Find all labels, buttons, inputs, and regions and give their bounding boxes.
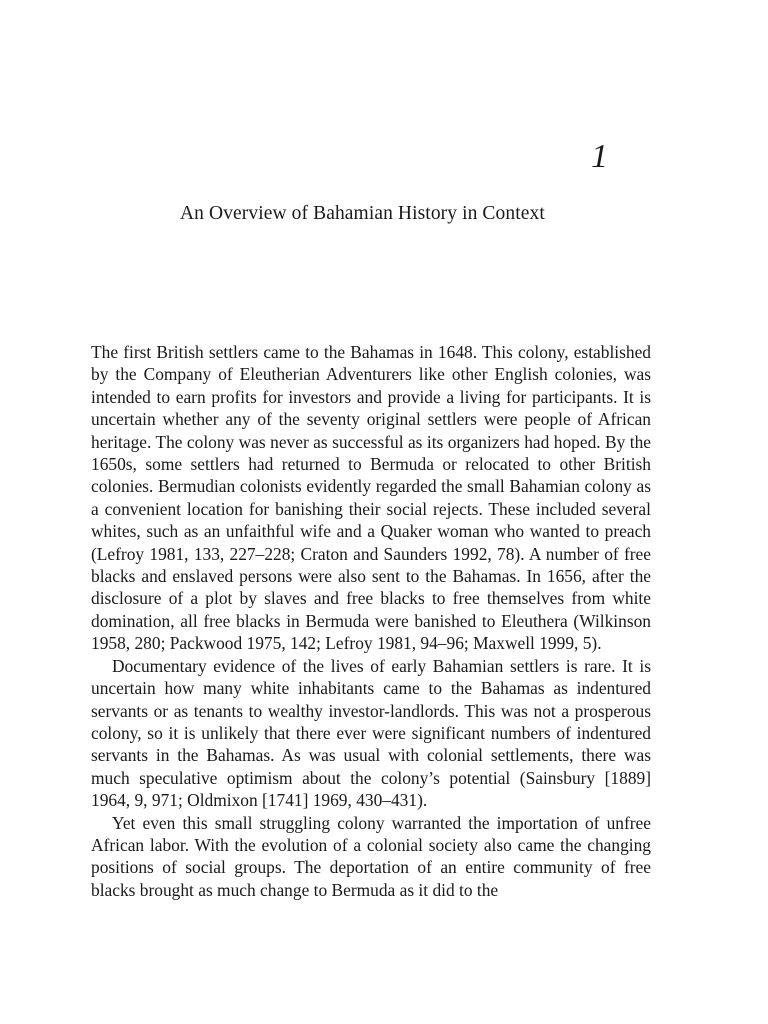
- chapter-number: 1: [591, 138, 608, 175]
- chapter-title: An Overview of Bahamian History in Context: [180, 203, 545, 224]
- body-text: [91, 341, 651, 901]
- paragraph-3: Yet even this small struggling colony warranted the importation of unfree African labor. With the evolution of a colonial society also came the changing positions of social groups. The deportation of an entire community of free blacks brought as much change to Bermuda as it did to the: [91, 812, 651, 900]
- paragraph-2: Documentary evidence of the lives of early Bahamian settlers is rare. It is uncertain how many white inhabitants came to the Bahamas as indentured servants or as tenants to wealthy investor-landlords. This was not a prosperous colony, so it is unlikely that there ever were significant numbers of indentured servants in the Bahamas. As was usual with colonial settlements, there was much speculative optimism about the colony’s potential (Sainsbury [1889] 1964, 9, 971; Oldmixon [1741] 1969, 430–431).: [91, 655, 651, 811]
- paragraph-1: The first British settlers came to the Bahamas in 1648. This colony, established by the Company of Eleutherian Adventurers like other English colonies, was intended to earn profits for investors and provide a living for participants. It is uncertain whether any of the seventy original settlers were people of African heritage. The colony was never as successful as its organizers had hoped. By the 1650s, some settlers had returned to Bermuda or relocated to other British colonies. Bermudian colonists evidently regarded the small Bahamian colony as a convenient location for banishing their social rejects. These included several whites, such as an unfaithful wife and a Quaker woman who wanted to preach (Lefroy 1981, 133, 227–228; Craton and Saunders 1992, 78). A number of free blacks and enslaved persons were also sent to the Bahamas. In 1656, after the disclosure of a plot by slaves and free blacks to free themselves from white domination, all free blacks in Bermuda were banished to Eleuthera (Wilkinson 1958, 280; Packwood 1975, 142; Lefroy 1981, 94–96; Maxwell 1999, 5).: [91, 342, 651, 654]
